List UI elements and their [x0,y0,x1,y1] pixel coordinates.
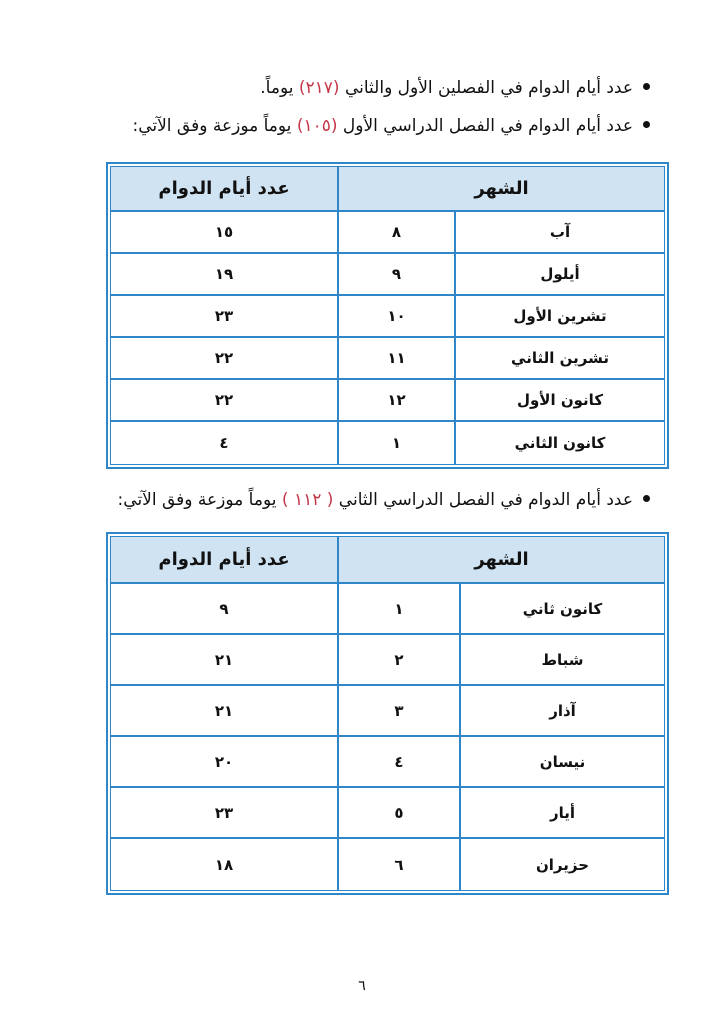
table-header [111,167,664,212]
month-number-cell: ١١ [387,349,406,367]
month-cell: كانون الأول [516,391,604,409]
days-cell: ١٨ [214,855,234,874]
month-cell: آذار [549,701,576,720]
table-row [111,839,664,890]
month-cell: حزيران [535,855,590,874]
month-cell: تشرين الأول [513,307,607,325]
days-cell: ٢١ [214,701,234,720]
intro-line-3-suffix: يوماً موزعة وفق الآتي: [117,490,282,510]
header-month: الشهر [474,178,529,199]
days-cell: ٢٣ [214,803,234,822]
table-header [111,537,664,584]
days-cell: ١٥ [214,223,234,241]
table-row [111,686,664,737]
month-cell: آب [549,223,571,241]
month-cell: كانون الثاني [514,434,606,452]
table-row [111,635,664,686]
month-number-cell: ٤ [394,752,404,771]
days-cell: ٤ [219,434,229,452]
month-number-cell: ٩ [391,265,402,283]
days-cell: ٩ [219,599,229,618]
month-number-cell: ١٢ [387,391,406,409]
month-number-cell: ١ [394,599,404,618]
intro-line-1-number: (٢١٧) [298,78,340,98]
table-row [111,254,664,296]
semester-1-table [106,162,669,469]
month-number-cell: ١ [391,434,402,452]
semester-2-table [106,532,669,895]
month-cell: أيلول [540,265,580,283]
days-cell: ١٩ [214,265,234,283]
table-row [111,296,664,338]
month-number-cell: ٣ [394,701,404,720]
month-number-cell: ٥ [394,803,404,822]
header-days: عدد أيام الدوام [158,178,290,199]
intro-line-2-text: عدد أيام الدوام في الفصل الدراسي الأول [337,116,633,136]
intro-line-2-suffix: يوماً موزعة وفق الآتي: [132,116,297,136]
month-cell: أيار [549,803,576,822]
days-cell: ٢٢ [214,391,234,409]
days-cell: ٢٢ [214,349,234,367]
month-number-cell: ٦ [394,855,404,874]
days-cell: ٢٠ [214,752,234,771]
days-cell: ٢١ [214,650,234,669]
table-row [111,212,664,254]
table-row [111,338,664,380]
month-number-cell: ٨ [391,223,402,241]
month-cell: نيسان [539,752,586,771]
intro-line-1-text: عدد أيام الدوام في الفصلين الأول والثاني [339,78,633,98]
bullet-icon [643,495,650,502]
header-month: الشهر [474,549,529,570]
table-row [111,737,664,788]
intro-line-1-suffix: يوماً. [260,78,299,98]
table-row [111,788,664,839]
table-row [111,422,664,464]
intro-line-3-text: عدد أيام الدوام في الفصل الدراسي الثاني [333,490,633,510]
page-number: ٦ [358,978,366,994]
intro-line-3-number: ( ١١٢ ) [281,490,334,510]
intro-line-1 [260,76,650,100]
table-row [111,380,664,422]
intro-line-2-number: (١٠٥) [296,116,338,136]
table-body [111,212,664,464]
month-cell: تشرين الثاني [511,349,609,367]
intro-line-3 [118,488,650,512]
bullet-icon [643,83,650,90]
month-cell: كانون ثاني [522,599,603,618]
month-cell: شباط [541,650,584,669]
month-number-cell: ١٠ [387,307,406,325]
bullet-icon [643,121,650,128]
month-number-cell: ٢ [394,650,404,669]
days-cell: ٢٣ [214,307,234,325]
header-days: عدد أيام الدوام [158,549,290,570]
intro-line-2 [132,114,650,138]
table-body [111,584,664,890]
table-row [111,584,664,635]
